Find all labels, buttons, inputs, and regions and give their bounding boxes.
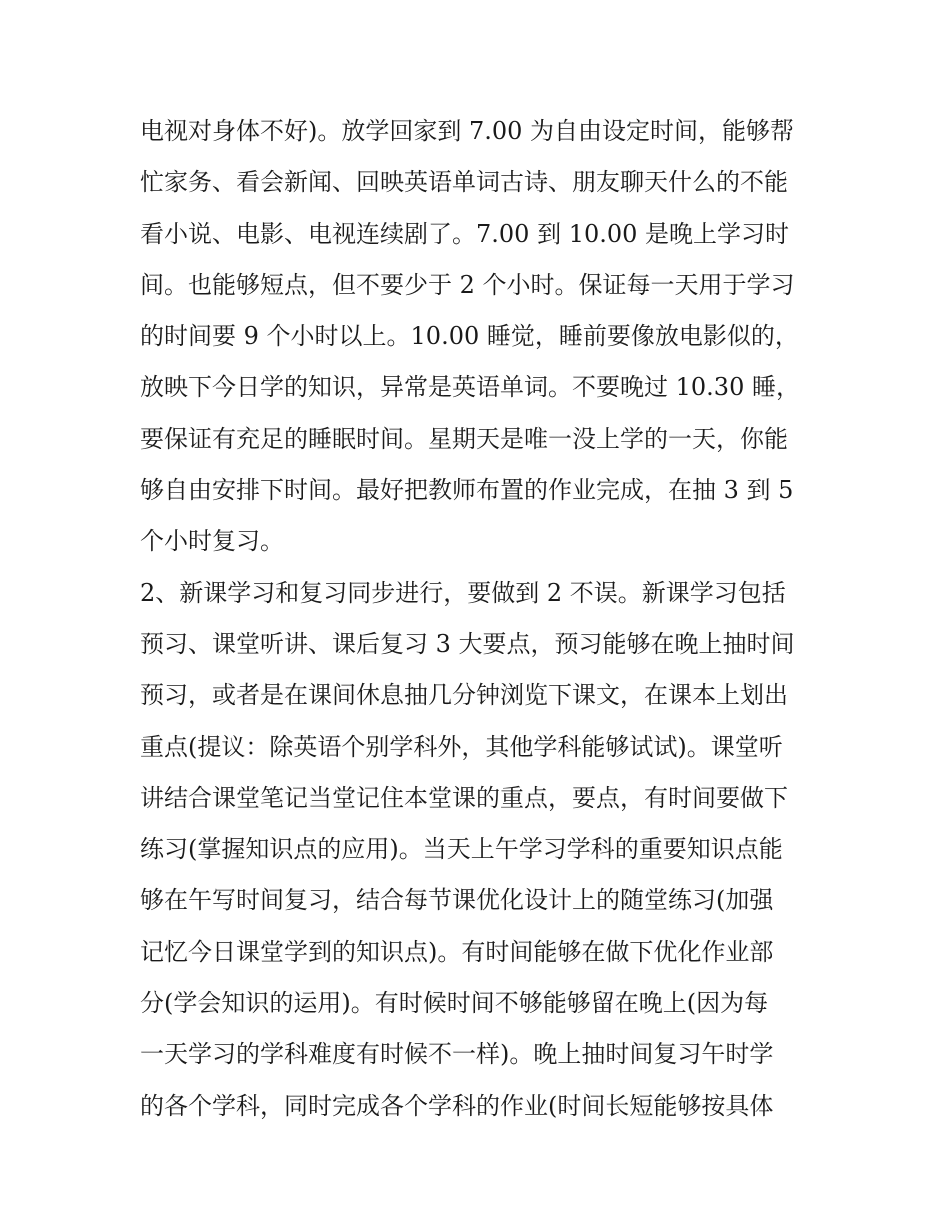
text-line: 一天学习的学科难度有时候不一样)。晚上抽时间复习午时学 <box>140 1040 774 1069</box>
text-line: 预习、课堂听讲、课后复习 3 大要点，预习能够在晚上抽时间 <box>140 629 795 658</box>
text-line: 重点(提议：除英语个别学科外，其他学科能够试试)。课堂听 <box>140 732 783 761</box>
text-line: 预习，或者是在课间休息抽几分钟浏览下课文，在课本上划出 <box>140 681 788 710</box>
text-line: 分(学会知识的运用)。有时候时间不够能够留在晚上(因为每 <box>140 989 769 1018</box>
text-line: 看小说、电影、电视连续剧了。7.00 到 10.00 是晚上学习时 <box>140 219 790 248</box>
text-line: 讲结合课堂笔记当堂记住本堂课的重点，要点，有时间要做下 <box>140 783 788 812</box>
text-line: 忙家务、看会新闻、回映英语单词古诗、朋友聊天什么的不能 <box>140 168 788 197</box>
text-line: 个小时复习。 <box>140 527 284 556</box>
text-line: 间。也能够短点，但不要少于 2 个小时。保证每一天用于学习 <box>140 270 795 299</box>
text-line: 放映下今日学的知识，异常是英语单词。不要晚过 10.30 睡， <box>140 373 800 402</box>
text-line: 2、新课学习和复习同步进行，要做到 2 不误。新课学习包括 <box>140 578 786 607</box>
text-line: 要保证有充足的睡眠时间。星期天是唯一没上学的一天，你能 <box>140 424 788 453</box>
text-line: 够在午写时间复习，结合每节课优化设计上的随堂练习(加强 <box>140 886 774 915</box>
text-line: 电视对身体不好)。放学回家到 7.00 为自由设定时间，能够帮 <box>140 117 795 145</box>
text-line: 记忆今日课堂学到的知识点)。有时间能够在做下优化作业部 <box>140 937 774 966</box>
text-line: 练习(掌握知识点的应用)。当天上午学习学科的重要知识点能 <box>140 835 783 864</box>
text-line: 够自由安排下时间。最好把教师布置的作业完成，在抽 3 到 5 <box>140 476 794 505</box>
text-line: 的各个学科，同时完成各个学科的作业(时间长短能够按具体 <box>140 1091 774 1120</box>
body-text <box>140 106 820 1132</box>
text-line: 的时间要 9 个小时以上。10.00 睡觉，睡前要像放电影似的， <box>140 322 799 351</box>
